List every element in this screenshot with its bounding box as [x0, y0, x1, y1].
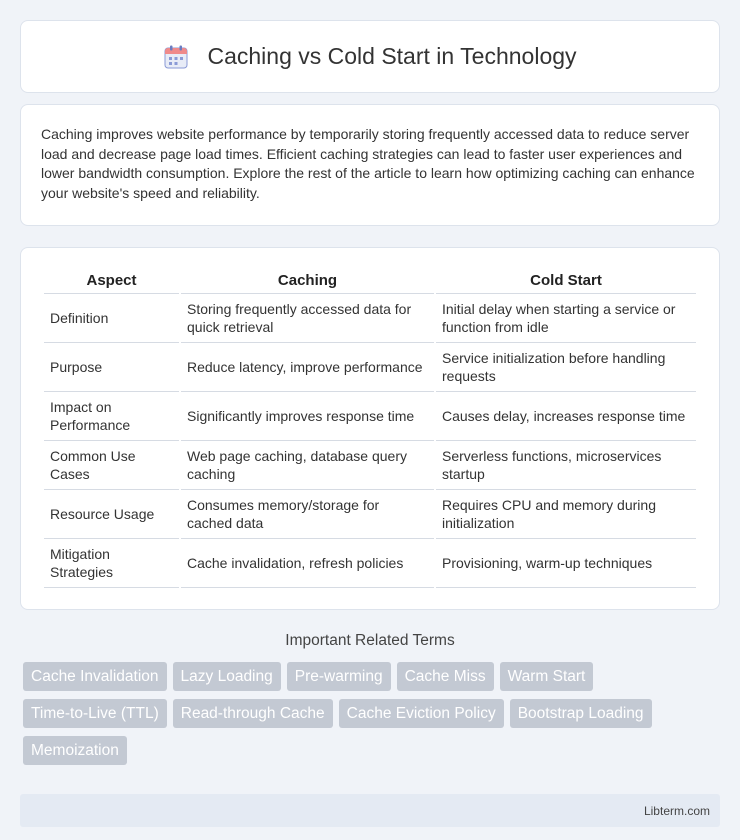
- table-row: [44, 441, 696, 490]
- cell-caching: Cache invalidation, refresh policies: [181, 539, 434, 588]
- term-tag[interactable]: Time-to-Live (TTL): [23, 699, 167, 728]
- term-tag[interactable]: Read-through Cache: [173, 699, 333, 728]
- term-tag[interactable]: Cache Miss: [397, 662, 494, 691]
- header-caching: Caching: [181, 270, 434, 294]
- term-tag[interactable]: Memoization: [23, 736, 127, 765]
- cell-aspect: Impact on Performance: [44, 392, 179, 441]
- cell-cold-start: Initial delay when starting a service or function from idle: [436, 294, 696, 343]
- table-header-row: [44, 270, 696, 294]
- cell-cold-start: Service initialization before handling requests: [436, 343, 696, 392]
- related-terms-title: Important Related Terms: [285, 632, 455, 649]
- term-tag[interactable]: Cache Eviction Policy: [339, 699, 504, 728]
- cell-caching: Consumes memory/storage for cached data: [181, 490, 434, 539]
- cell-aspect: Mitigation Strategies: [44, 539, 179, 588]
- related-terms-list: [20, 662, 720, 773]
- header-cold-start: Cold Start: [436, 270, 696, 294]
- cell-cold-start: Requires CPU and memory during initialization: [436, 490, 696, 539]
- term-tag[interactable]: Warm Start: [500, 662, 594, 691]
- cell-aspect: Definition: [44, 294, 179, 343]
- cell-cold-start: Provisioning, warm-up techniques: [436, 539, 696, 588]
- cell-caching: Significantly improves response time: [181, 392, 434, 441]
- footer: [20, 794, 720, 827]
- cell-cold-start: Serverless functions, microservices startup: [436, 441, 696, 490]
- cell-caching: Reduce latency, improve performance: [181, 343, 434, 392]
- term-tag[interactable]: Pre-warming: [287, 662, 391, 691]
- table-row: [44, 392, 696, 441]
- table-row: [44, 539, 696, 588]
- comparison-table: [42, 270, 698, 588]
- cell-caching: Storing frequently accessed data for quick retrieval: [181, 294, 434, 343]
- comparison-table-card: [20, 247, 720, 610]
- table-row: [44, 343, 696, 392]
- calendar-icon: [163, 44, 189, 70]
- intro-card: [20, 104, 720, 226]
- table-row: [44, 294, 696, 343]
- cell-caching: Web page caching, database query caching: [181, 441, 434, 490]
- cell-aspect: Purpose: [44, 343, 179, 392]
- cell-aspect: Common Use Cases: [44, 441, 179, 490]
- table-row: [44, 490, 696, 539]
- term-tag[interactable]: Cache Invalidation: [23, 662, 167, 691]
- intro-text: Caching improves website performance by temporarily storing frequently accessed data to reduce server load and decrease page load times. Efficient caching strategies can lead to faster user experiences and lower bandwidth consumption. Explore the rest of the article to learn how optimizing caching can enhance your website's speed and reliability.: [41, 126, 695, 201]
- term-tag[interactable]: Bootstrap Loading: [510, 699, 652, 728]
- cell-aspect: Resource Usage: [44, 490, 179, 539]
- term-tag[interactable]: Lazy Loading: [173, 662, 281, 691]
- cell-cold-start: Causes delay, increases response time: [436, 392, 696, 441]
- page-title: Caching vs Cold Start in Technology: [207, 43, 577, 69]
- title-card: [20, 20, 720, 93]
- footer-site-link[interactable]: Libterm.com: [643, 803, 710, 818]
- header-aspect: Aspect: [44, 270, 179, 294]
